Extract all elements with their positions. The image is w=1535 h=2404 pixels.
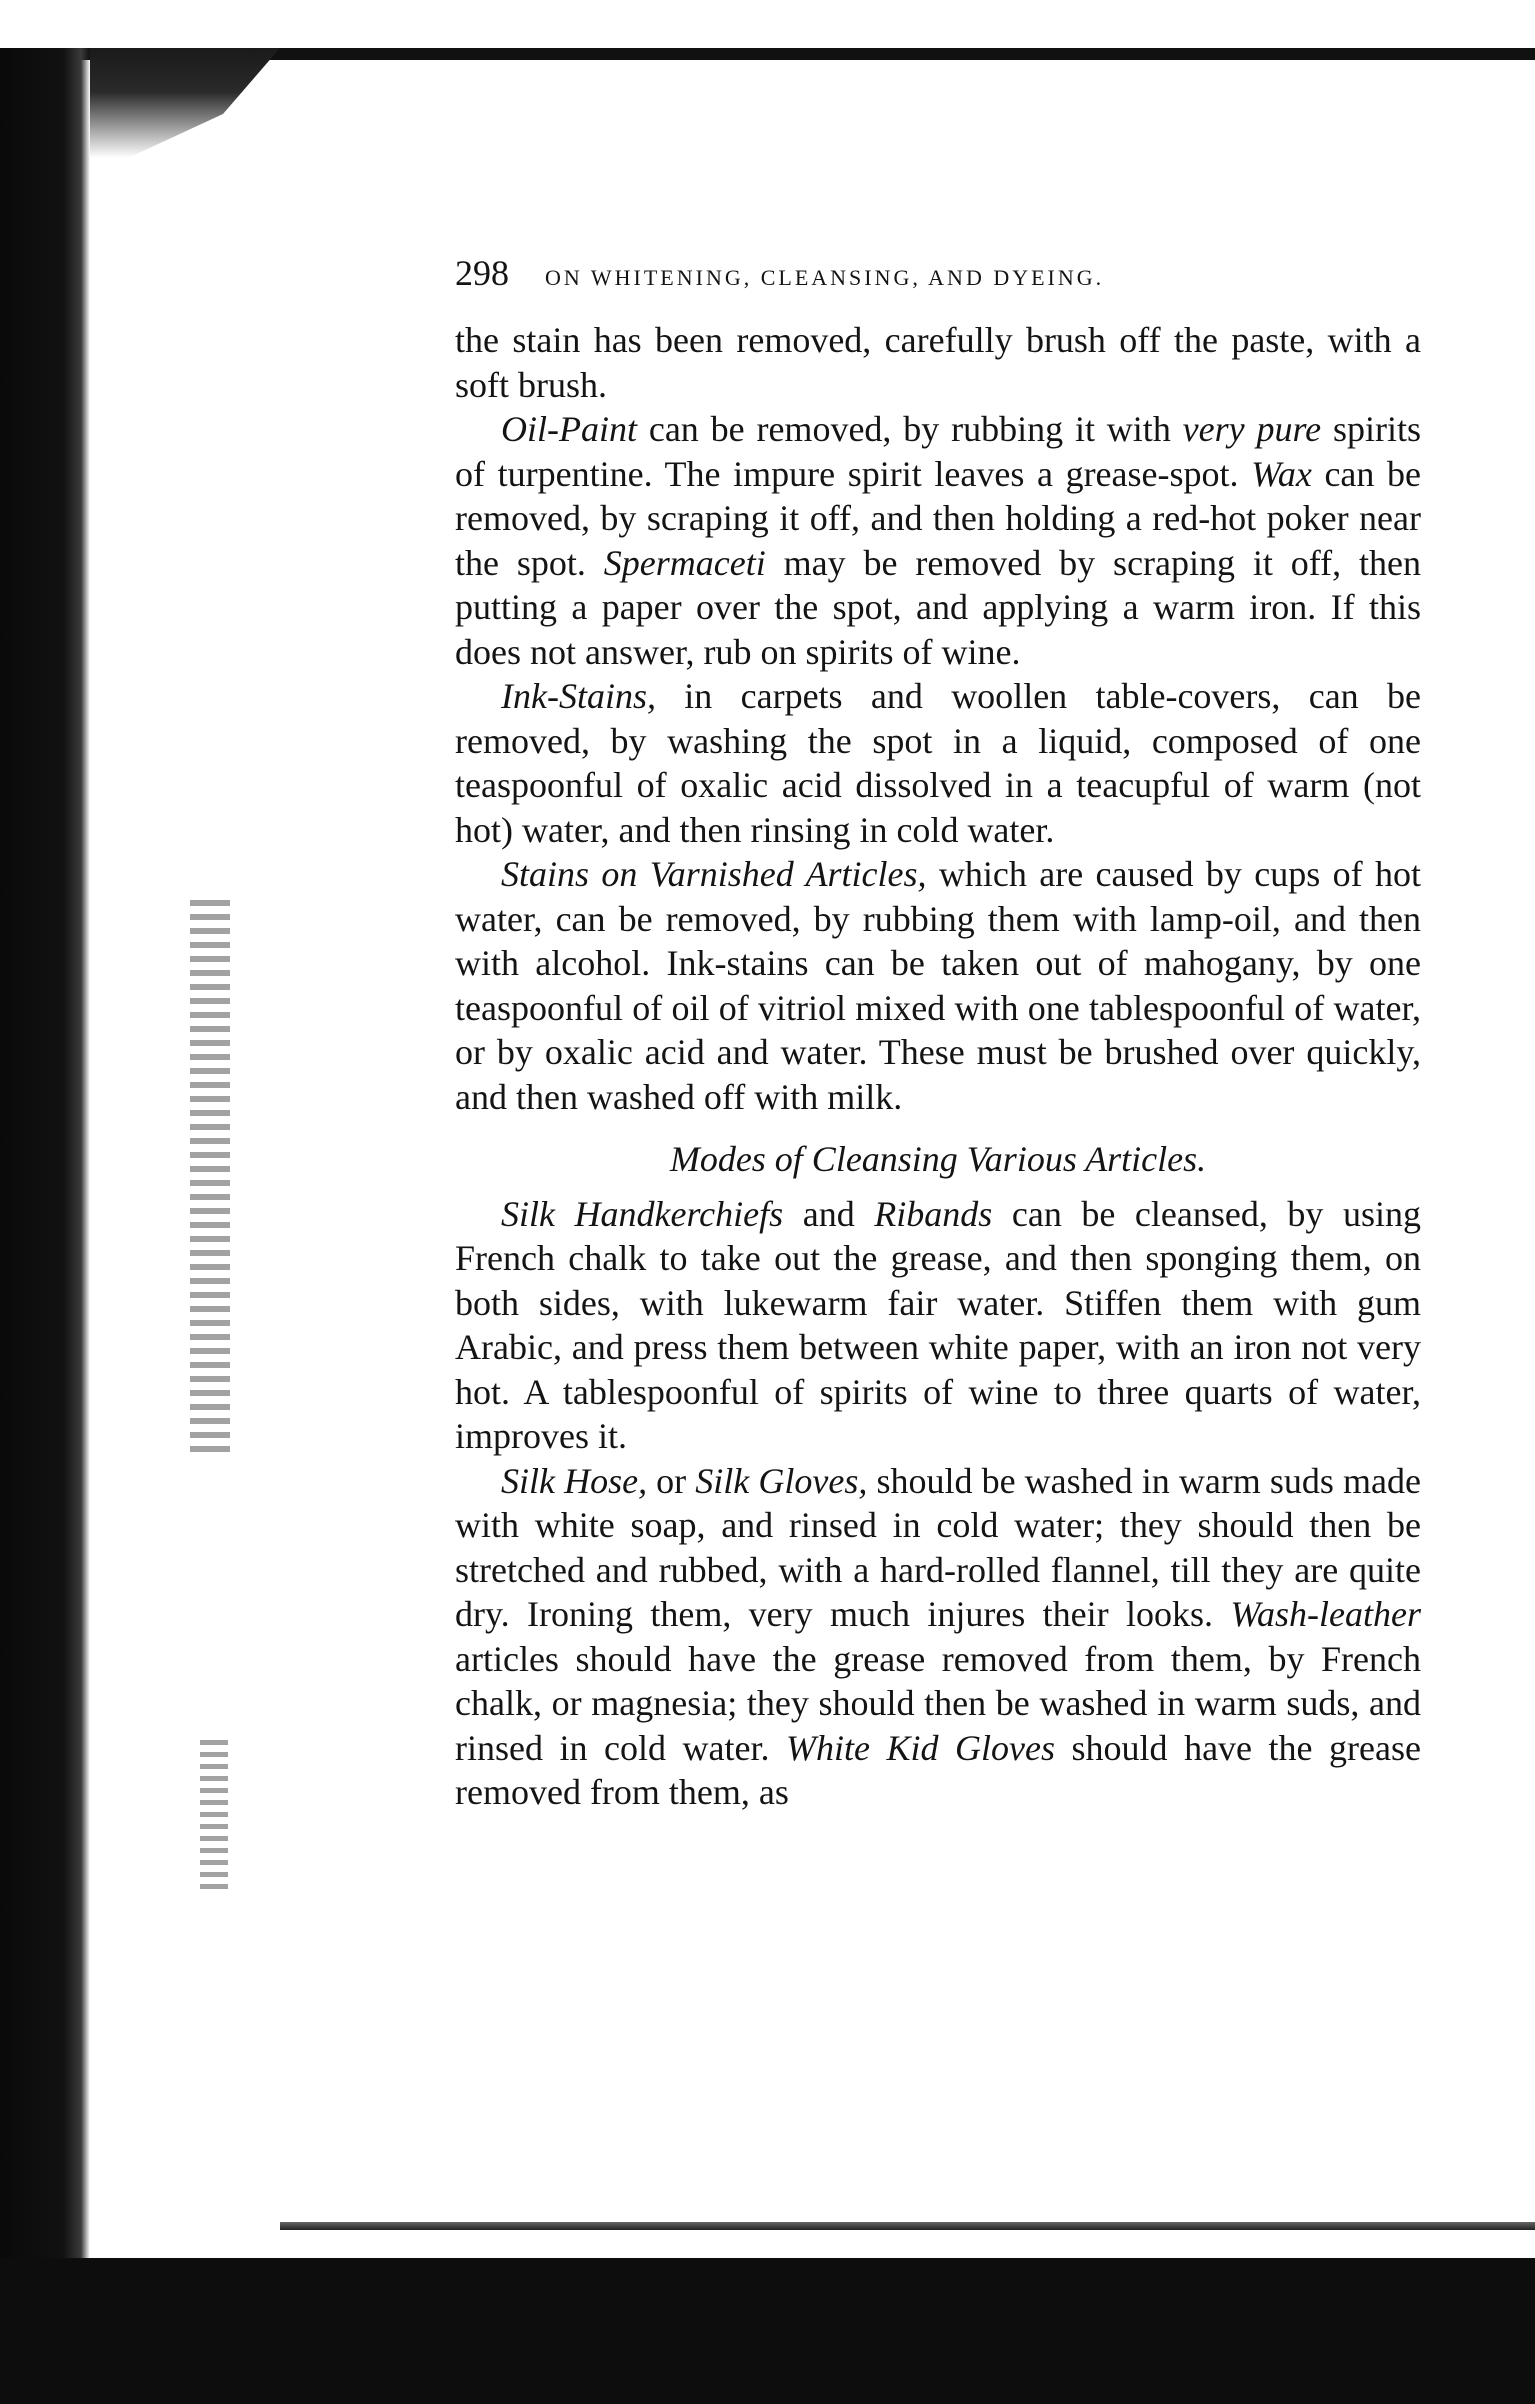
section-subheading: Modes of Cleansing Various Articles.	[669, 1139, 1207, 1179]
term-very-pure: very pure	[1182, 409, 1322, 449]
scan-binding-edge	[90, 48, 280, 158]
running-title: ON WHITENING, CLEANSING, AND DYEING.	[545, 265, 1105, 290]
term-wash-leather: Wash-leather	[1230, 1594, 1421, 1634]
paragraph-text: should be washed in warm suds made with white soap, and rinsed in cold water; they should then be stretched and rubbed, with a hard-rolled flannel, till they are quite dry. Ironing them, very much injures their looks.	[455, 1460, 1421, 1634]
paragraph-continuation	[455, 318, 1421, 407]
paragraph-text: should have the grease removed from them, as	[455, 1727, 1421, 1812]
body-text	[455, 318, 1421, 1815]
paragraph-ink-stains	[455, 674, 1421, 852]
term-silk-handkerchiefs: Silk Handkerchiefs	[501, 1193, 784, 1234]
term-spermaceti: Spermaceti	[603, 542, 766, 583]
gutter-show-through	[190, 900, 230, 1460]
gutter-show-through-lower	[200, 1740, 228, 1890]
term-silk-gloves: Silk Gloves,	[695, 1460, 868, 1501]
paragraph-varnished-articles	[455, 852, 1421, 1119]
term-white-kid-gloves: White Kid Gloves	[786, 1727, 1056, 1768]
term-ink-stains: Ink-Stains,	[501, 676, 656, 716]
paragraph-text: which are caused by cups of hot water, can be removed, by rubbing them with lamp-oil, and then with alcohol. Ink-stains can be taken out of mahogany, by one teaspoonful of oil of vitriol mixed with one tablespoonful of water, or by oxalic acid and water. These must be brushed over quickly, and then washed off with milk.	[455, 854, 1421, 1117]
term-wax: Wax	[1251, 453, 1312, 494]
paragraph-text: may be removed by scraping it off, then putting a paper over the spot, and applying a warm iron. If this does not answer, rub on spirits of wine.	[455, 542, 1421, 672]
scan-bottom-rule	[280, 2222, 1535, 2230]
paragraph-text: or	[647, 1460, 696, 1501]
paragraph-silk-handkerchiefs	[455, 1192, 1421, 1459]
paragraph-text: and	[783, 1193, 875, 1234]
paragraph-text: can be removed, by scraping it off, and then holding a red-hot poker near the spot.	[455, 453, 1422, 583]
scan-binding-shadow	[0, 48, 90, 2298]
paragraph-text: can be cleansed, by using French chalk to take out the grease, and then sponging them, on both sides, with lukewarm fair water. Stiffen them with gum Arabic, and press them between white paper, with an iron not very hot. A tablespoonful of spirits of wine to three quarts of water, improves it.	[455, 1193, 1422, 1456]
paragraph-silk-hose	[455, 1459, 1421, 1815]
paragraph-text: in carpets and woollen table-covers, can be removed, by washing the spot in a liquid, composed of one teaspoonful of oxalic acid dissolved in a teacupful of warm (not hot) water, and then rinsing in cold water.	[455, 676, 1421, 850]
paragraph-text: can be removed, by rubbing it with	[636, 409, 1183, 449]
book-page	[455, 252, 1421, 1815]
paragraph-text: spirits of turpentine. The impure spirit leaves a grease-spot.	[455, 409, 1421, 494]
page-number: 298	[455, 253, 509, 293]
term-silk-hose: Silk Hose,	[501, 1460, 648, 1501]
paragraph-text: articles should have the grease removed from them, by French chalk, or magnesia; they should then be washed in warm suds, and rinsed in cold water.	[455, 1638, 1421, 1768]
term-stains-on-varnished-articles: Stains on Varnished Articles,	[501, 854, 927, 894]
term-oil-paint: Oil-Paint	[501, 409, 637, 449]
term-ribands: Ribands	[874, 1193, 993, 1234]
running-head	[455, 252, 1421, 294]
paragraph-text: the stain has been removed, carefully brush off the paste, with a soft brush.	[455, 320, 1421, 405]
scan-bottom-border	[0, 2258, 1535, 2404]
paragraph-oil-paint	[455, 407, 1421, 674]
